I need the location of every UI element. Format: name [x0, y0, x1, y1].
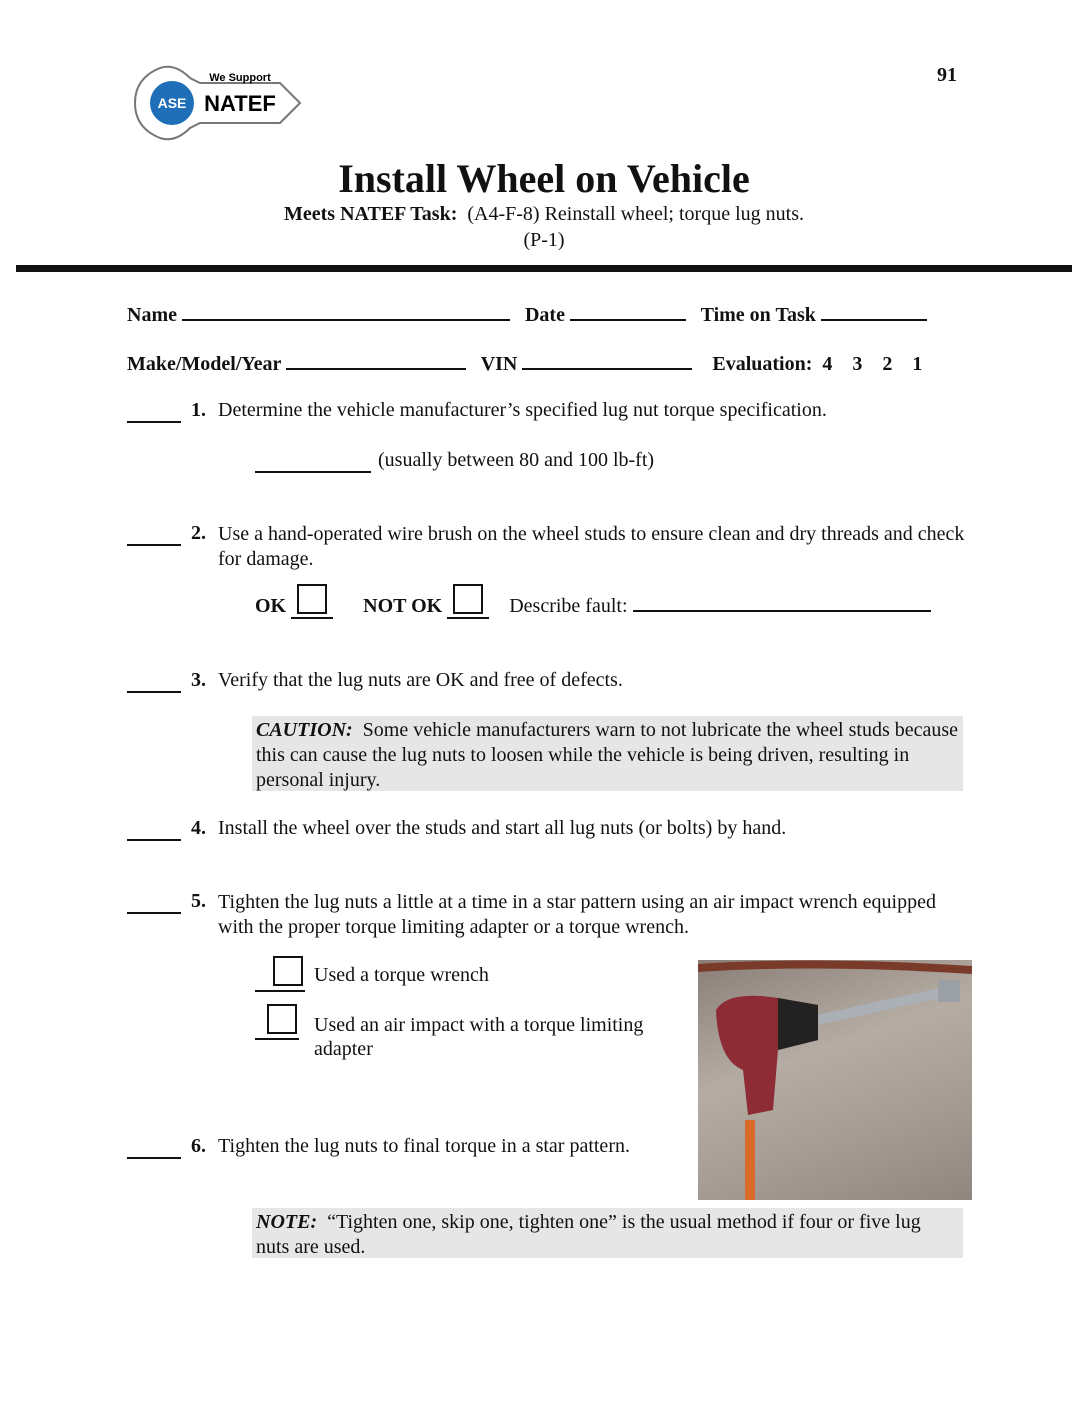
- torque-wrench-label: Used a torque wrench: [314, 964, 489, 986]
- date-field[interactable]: [570, 301, 686, 321]
- not-ok-label: NOT OK: [363, 595, 443, 617]
- task-text: (A4-F-8) Reinstall wheel; torque lug nuts.: [467, 203, 804, 225]
- score-2[interactable]: 2: [882, 353, 893, 375]
- step-1-number: 1.: [191, 399, 206, 421]
- fault-field[interactable]: [633, 592, 931, 612]
- torque-hint: (usually between 80 and 100 lb-ft): [378, 449, 655, 471]
- not-ok-checkbox[interactable]: [447, 595, 489, 619]
- task-label: Meets NATEF Task:: [284, 203, 458, 225]
- ok-label: OK: [255, 595, 287, 617]
- step-3-text: Verify that the lug nuts are OK and free of defects.: [218, 669, 623, 691]
- step-4-number: 4.: [191, 817, 206, 839]
- make-field[interactable]: [286, 350, 466, 370]
- air-impact-checkbox[interactable]: [255, 1004, 299, 1040]
- note-label: NOTE:: [256, 1211, 318, 1233]
- step-2-check[interactable]: [127, 526, 181, 546]
- vin-field[interactable]: [522, 350, 692, 370]
- natef-logo: [130, 58, 305, 153]
- step-5-text: Tighten the lug nuts a little at a time in a star pattern using an air impact wrench equipped with the proper torque limiting adapter or a torque wrench.: [218, 891, 936, 938]
- step-1-check[interactable]: [127, 403, 181, 423]
- step-6-text: Tighten the lug nuts to final torque in a star pattern.: [218, 1135, 630, 1157]
- priority: (P-1): [523, 229, 565, 251]
- torque-spec-field[interactable]: [255, 453, 371, 473]
- task-line: [0, 203, 1088, 226]
- note-box: [252, 1208, 963, 1258]
- score-1[interactable]: 1: [912, 353, 923, 375]
- time-label: Time on Task: [700, 304, 816, 326]
- step-3-number: 3.: [191, 669, 206, 691]
- step-5-check[interactable]: [127, 894, 181, 914]
- evaluation-label: Evaluation:: [712, 353, 813, 375]
- vin-label: VIN: [480, 353, 518, 375]
- impact-wrench-photo: [698, 960, 972, 1200]
- time-field[interactable]: [821, 301, 927, 321]
- header-divider: [16, 265, 1072, 272]
- svg-text:We Support: We Support: [209, 72, 271, 84]
- air-impact-label: Used an air impact with a torque limiting adapter: [314, 1014, 644, 1060]
- step-2-number: 2.: [191, 522, 206, 544]
- ok-row: [255, 584, 931, 618]
- caution-text: Some vehicle manufacturers warn to not lubricate the wheel studs because this can cause the lug nuts to loosen while the vehicle is being driven, resulting in personal injury.: [256, 719, 959, 791]
- step-5-number: 5.: [191, 890, 206, 912]
- caution-box: [252, 716, 963, 791]
- info-row-1: [127, 301, 927, 327]
- ok-checkbox[interactable]: [291, 595, 333, 619]
- step-4-check[interactable]: [127, 821, 181, 841]
- name-field[interactable]: [182, 301, 510, 321]
- page-number: 91: [937, 64, 957, 86]
- step-4-text: Install the wheel over the studs and start all lug nuts (or bolts) by hand.: [218, 817, 787, 839]
- step-2-text: Use a hand-operated wire brush on the wheel studs to ensure clean and dry threads and check for damage.: [218, 523, 965, 570]
- note-text: “Tighten one, skip one, tighten one” is the usual method if four or five lug nuts are used.: [256, 1211, 921, 1258]
- step-6-number: 6.: [191, 1135, 206, 1157]
- torque-wrench-checkbox[interactable]: [255, 956, 305, 992]
- score-3[interactable]: 3: [852, 353, 863, 375]
- step-1-text: Determine the vehicle manufacturer’s specified lug nut torque specification.: [218, 399, 827, 421]
- score-4[interactable]: 4: [822, 353, 833, 375]
- fault-label: Describe fault:: [509, 595, 628, 617]
- step-6-check[interactable]: [127, 1139, 181, 1159]
- svg-text:NATEF: NATEF: [204, 91, 276, 116]
- caution-label: CAUTION:: [256, 719, 353, 741]
- name-label: Name: [127, 304, 177, 326]
- svg-text:ASE: ASE: [157, 95, 187, 111]
- date-label: Date: [524, 304, 565, 326]
- info-row-2: [127, 350, 922, 376]
- make-label: Make/Model/Year: [127, 353, 282, 375]
- page-title: Install Wheel on Vehicle: [338, 156, 750, 201]
- step-3-check[interactable]: [127, 673, 181, 693]
